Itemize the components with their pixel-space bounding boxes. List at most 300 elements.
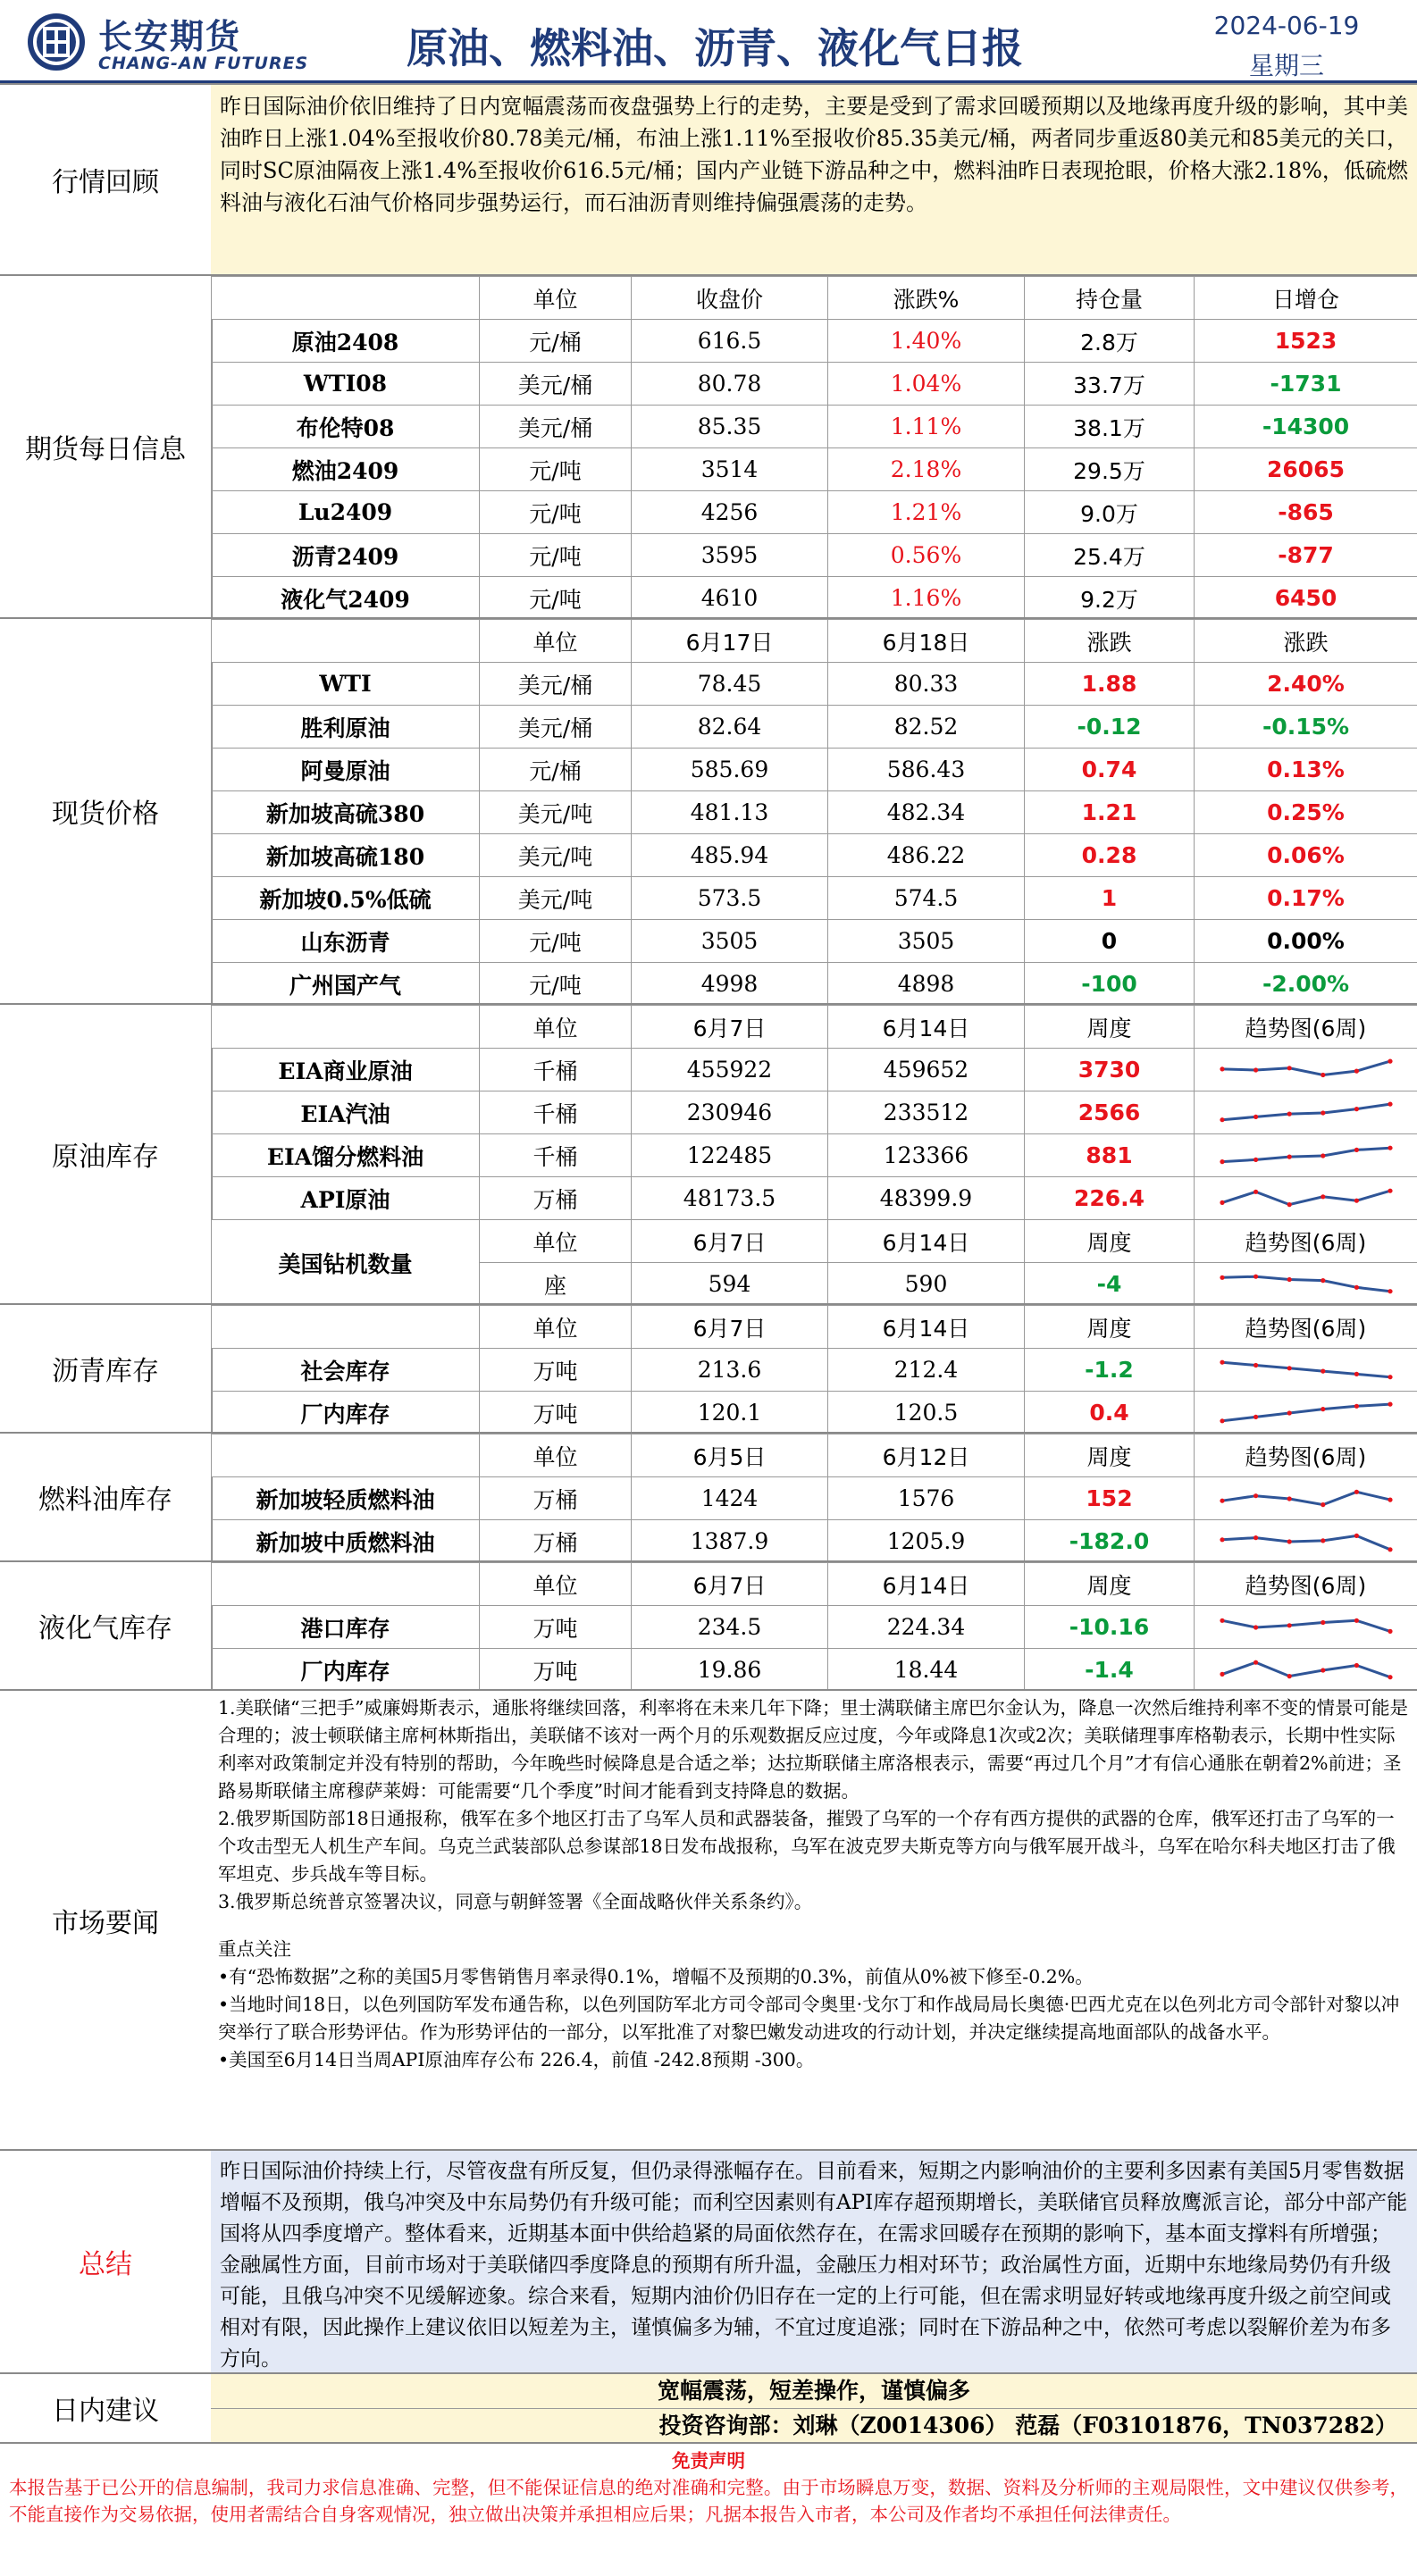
instrument-name: 液化气2409: [212, 577, 480, 620]
weekly-change: -1.4: [1025, 1649, 1195, 1692]
spot-name: 阿曼原油: [212, 749, 480, 791]
section-label: 原油库存: [0, 1005, 213, 1303]
trend-point: [1321, 1668, 1325, 1672]
column-header: 6月7日: [632, 1563, 828, 1606]
trend-point: [1254, 1157, 1258, 1161]
trend-point: [1287, 1276, 1291, 1281]
trend-line: [1222, 1662, 1390, 1677]
price-date-2: 80.33: [828, 663, 1025, 706]
summary-section: [0, 2149, 1417, 2372]
focus-title: 重点关注: [218, 1938, 291, 1960]
price-change: 1.88: [1025, 663, 1195, 706]
trend-point: [1354, 1107, 1358, 1111]
table-row: [212, 1606, 1417, 1649]
summary-text: 昨日国际油价持续上行，尽管夜盘有所反复，但仍录得涨幅存在。目前看来，短期之内影响油价的主要利多因素有美国5月零售数据增幅不及预期，俄乌冲突及中东局势仍有升级可能；而利空因素则有API库存超预期增长，美联储官员释放鹰派言论，部分中部产能国将从四季度增产。整体看来，近期基本面中供给趋紧的局面依然存在，在需求回暖存在预期的影响下，基本面支撑料有所增强；金融属性方面，目前市场对于美联储四季度降息的预期有所升温，金融压力相对环节；政治属性方面，近期中东地缘局势仍有升级可能，且俄乌冲突不见缓解迹象。综合来看，短期内油价仍旧存在一定的上行可能，但在需求明显好转或地缘再度升级之前空间或相对有限，因此操作上建议依旧以短差为主，谨慎偏多为辅，不宜过度追涨；同时在下游品种之中，依然可考虑以裂解价差为布多方向。: [211, 2151, 1417, 2372]
trend-line: [1222, 1404, 1390, 1421]
trend-point: [1220, 1275, 1224, 1279]
column-header: 周度: [1025, 1006, 1195, 1049]
trend-point: [1354, 1533, 1358, 1537]
column-header: 单位: [480, 1306, 632, 1349]
column-header: 6月14日: [828, 1306, 1025, 1349]
trend-sparkline: [1217, 1269, 1396, 1300]
column-header: 6月7日: [632, 1306, 828, 1349]
trend-line: [1222, 1535, 1390, 1549]
trend-point: [1354, 1489, 1358, 1493]
trend-line: [1222, 1620, 1390, 1631]
unit: 万桶: [480, 1477, 632, 1520]
news-item: 1.美联储“三把手”威廉姆斯表示，通胀将继续回落，利率将在未来几年下降；里士满联储主席巴尔金认为，降息一次然后维持利率不变的情景可能是合理的；波士顿联储主席柯林斯指出，美联储不该对一两个月的乐观数据反应过度，今年或降息1次或2次；美联储理事库格勒表示，长期中性实际利率对政策制定并没有特别的帮助，今年晚些时候降息是合适之举；达拉斯联储主席洛根表示，需要“再过几个月”才有信心通胀在朝着2%前进；圣路易斯联储主席穆萨莱姆：可能需要“几个季度”时间才能看到支持降息的数据。: [218, 1697, 1409, 1802]
asphalt-inventory-section: [0, 1303, 1417, 1432]
trend-point: [1254, 1189, 1258, 1193]
column-header: 趋势图(6周): [1195, 1006, 1417, 1049]
header-blank: [212, 1006, 480, 1049]
inventory-date-1: 48173.5: [632, 1177, 828, 1220]
price-date-2: 4898: [828, 963, 1025, 1006]
market-news-text: [211, 1691, 1417, 2149]
spot-name: 胜利原油: [212, 706, 480, 749]
column-header: 6月14日: [828, 1006, 1025, 1049]
trend-chart-cell: [1195, 1392, 1417, 1434]
close-price: 3514: [632, 448, 828, 491]
daily-oi-change: -865: [1195, 491, 1417, 534]
trend-point: [1220, 1359, 1224, 1364]
advice-contact: 投资咨询部：刘琳（Z0014306） 范磊（F03101876，TN037282）: [211, 2409, 1417, 2443]
unit: 万吨: [480, 1392, 632, 1434]
instrument-name: 布伦特08: [212, 406, 480, 448]
unit: 元/吨: [480, 534, 632, 577]
report-title: 原油、燃料油、沥青、液化气日报: [407, 24, 1023, 72]
trend-sparkline: [1217, 1655, 1396, 1685]
trend-point: [1388, 1058, 1392, 1063]
futures-table-container: [211, 276, 1417, 617]
table-row: [212, 534, 1417, 577]
table-row: [212, 1477, 1417, 1520]
table-header-row: [212, 1563, 1417, 1606]
column-header: 单位: [480, 1220, 632, 1263]
trend-point: [1388, 1628, 1392, 1633]
trend-chart-cell: [1195, 1649, 1417, 1692]
unit: 美元/桶: [480, 406, 632, 448]
header-blank: [212, 620, 480, 663]
inventory-date-2: 459652: [828, 1049, 1025, 1091]
unit: 千桶: [480, 1134, 632, 1177]
table-header-row: [212, 620, 1417, 663]
table-row: [212, 1134, 1417, 1177]
trend-point: [1254, 1274, 1258, 1278]
column-header: 6月17日: [632, 620, 828, 663]
inventory-date-1: 19.86: [632, 1649, 828, 1692]
price-change: -0.12: [1025, 706, 1195, 749]
open-interest: 2.8万: [1025, 320, 1195, 363]
trend-point: [1287, 1111, 1291, 1116]
trend-point: [1354, 1403, 1358, 1408]
trend-point: [1321, 1538, 1325, 1543]
trend-point: [1321, 1619, 1325, 1624]
inventory-name: 港口库存: [212, 1606, 480, 1649]
chang-an-logo-icon: [25, 11, 88, 73]
inventory-date-1: 1424: [632, 1477, 828, 1520]
news-item: 2.俄罗斯国防部18日通报称，俄军在多个地区打击了乌军人员和武器装备，摧毁了乌军的一个存有西方提供的武器的仓库，俄军还打击了乌军的一个攻击型无人机生产车间。乌克兰武装部队总参谋部18日发布战报称，乌军在波克罗夫斯克等方向与俄军展开战斗，乌军在哈尔科夫地区打击了俄军坦克、步兵战车等目标。: [218, 1808, 1396, 1885]
inventory-name: EIA商业原油: [212, 1049, 480, 1091]
weekly-change: 152: [1025, 1477, 1195, 1520]
market-news-section: [0, 1689, 1417, 2149]
daily-oi-change: 1523: [1195, 320, 1417, 363]
price-date-2: 586.43: [828, 749, 1025, 791]
inventory-name: EIA汽油: [212, 1091, 480, 1134]
column-header: 单位: [480, 1563, 632, 1606]
table-row: [212, 1520, 1417, 1563]
inventory-name: API原油: [212, 1177, 480, 1220]
trend-chart-cell: [1195, 1477, 1417, 1520]
trend-line: [1222, 1061, 1390, 1075]
column-header: 周度: [1025, 1563, 1195, 1606]
trend-chart-cell: [1195, 1091, 1417, 1134]
trend-line: [1222, 1276, 1390, 1292]
price-change-percent: -0.15%: [1195, 706, 1417, 749]
column-header: 6月7日: [632, 1006, 828, 1049]
trend-point: [1220, 1117, 1224, 1122]
inventory-name: EIA馏分燃料油: [212, 1134, 480, 1177]
focus-item: •有“恐怖数据”之称的美国5月零售销售月率录得0.1%，增幅不及预期的0.3%，前值从0%被下修至-0.2%。: [218, 1966, 1094, 1987]
trend-point: [1254, 1660, 1258, 1664]
crude-inventory-section: [0, 1003, 1417, 1303]
lpg-inventory-table-container: [211, 1562, 1417, 1689]
table-row: [212, 406, 1417, 448]
trend-point: [1388, 1675, 1392, 1679]
spot-price-section: [0, 617, 1417, 1003]
instrument-name: 原油2408: [212, 320, 480, 363]
trend-point: [1354, 1284, 1358, 1289]
trend-chart-cell: [1195, 1263, 1417, 1306]
table-row: [212, 963, 1417, 1006]
section-label: 液化气库存: [0, 1562, 213, 1689]
trend-point: [1388, 1101, 1392, 1106]
rig-count-name: 美国钻机数量: [212, 1220, 480, 1306]
unit: 元/吨: [480, 577, 632, 620]
focus-item: •当地时间18日，以色列国防军发布通告称，以色列国防军北方司令部司令奥里·戈尔丁和作战局局长奥德·巴西尤克在以色列北方司令部针对黎以冲突举行了联合形势评估。作为形势评估的一部分，以军批准了对黎巴嫩发动进攻的行动计划，并决定继续提高地面部队的战备水平。: [218, 1994, 1400, 2043]
report-date: 2024-06-19: [1213, 11, 1360, 40]
close-price: 3595: [632, 534, 828, 577]
section-label: 期货每日信息: [0, 276, 213, 617]
column-header: 涨跌: [1195, 620, 1417, 663]
instrument-name: 燃油2409: [212, 448, 480, 491]
table-row: [212, 1049, 1417, 1091]
unit: 万吨: [480, 1649, 632, 1692]
trend-point: [1354, 1147, 1358, 1151]
table-row: [212, 577, 1417, 620]
trend-point: [1388, 1375, 1392, 1379]
report-header: [0, 0, 1417, 83]
trend-point: [1254, 1414, 1258, 1418]
crude-inventory-table-container: [211, 1005, 1417, 1303]
close-price: 4256: [632, 491, 828, 534]
table-row: [212, 920, 1417, 963]
inventory-date-2: 212.4: [828, 1349, 1025, 1392]
fuel-inventory-table-container: [211, 1434, 1417, 1560]
trend-chart-cell: [1195, 1177, 1417, 1220]
unit: 美元/桶: [480, 706, 632, 749]
section-label: 市场要闻: [0, 1691, 213, 2149]
trend-chart-cell: [1195, 1049, 1417, 1091]
daily-oi-change: 26065: [1195, 448, 1417, 491]
inventory-date-1: 230946: [632, 1091, 828, 1134]
trend-point: [1287, 1154, 1291, 1158]
weekly-change: -10.16: [1025, 1606, 1195, 1649]
table-row: [212, 749, 1417, 791]
open-interest: 9.0万: [1025, 491, 1195, 534]
futures-section: [0, 274, 1417, 617]
trend-point: [1287, 1496, 1291, 1501]
price-date-1: 82.64: [632, 706, 828, 749]
trend-point: [1321, 1368, 1325, 1373]
price-change: 0.28: [1025, 834, 1195, 877]
table-header-row: [212, 1306, 1417, 1349]
change-percent: 1.16%: [828, 577, 1025, 620]
trend-point: [1321, 1153, 1325, 1158]
advice-text: 宽幅震荡，短差操作，谨慎偏多: [211, 2374, 1417, 2409]
trend-point: [1220, 1618, 1224, 1622]
spot-name: 新加坡0.5%低硫: [212, 877, 480, 920]
trend-point: [1254, 1362, 1258, 1367]
trend-point: [1321, 1407, 1325, 1411]
column-header: 趋势图(6周): [1195, 1220, 1417, 1263]
close-price: 80.78: [632, 363, 828, 406]
table-header-row: [212, 1434, 1417, 1477]
column-header: 6月5日: [632, 1434, 828, 1477]
inventory-date-2: 1205.9: [828, 1520, 1025, 1563]
section-label: 日内建议: [0, 2374, 213, 2442]
price-date-1: 573.5: [632, 877, 828, 920]
news-item: 3.俄罗斯总统普京签署决议，同意与朝鲜签署《全面战略伙伴关系条约》。: [218, 1891, 813, 1912]
price-date-2: 482.34: [828, 791, 1025, 834]
section-label: 总结: [0, 2151, 213, 2372]
column-header: 6月14日: [828, 1563, 1025, 1606]
market-review-text: 昨日国际油价依旧维持了日内宽幅震荡而夜盘强势上行的走势，主要是受到了需求回暖预期以及地缘再度升级的影响，其中美油昨日上涨1.04%至报收价80.78美元/桶，布油上涨1.11%至报收价85.35美元/桶，两者同步重返80美元和85美元的关口，同时SC原油隔夜上涨1.4%至报收价616.5元/桶；国内产业链下游品种之中，燃料油昨日表现抢眼，价格大涨2.18%，低硫燃料油与液化石油气价格同步强势运行，而石油沥青则维持偏强震荡的走势。: [211, 85, 1417, 274]
column-header: 趋势图(6周): [1195, 1306, 1417, 1349]
trend-point: [1388, 1497, 1392, 1501]
weekly-change: 226.4: [1025, 1177, 1195, 1220]
trend-chart-cell: [1195, 1134, 1417, 1177]
price-change-percent: 2.40%: [1195, 663, 1417, 706]
spot-table-container: [211, 619, 1417, 1003]
price-change: 0.74: [1025, 749, 1195, 791]
trend-point: [1321, 1502, 1325, 1507]
inventory-date-1: 1387.9: [632, 1520, 828, 1563]
trend-point: [1254, 1493, 1258, 1498]
trend-point: [1388, 1188, 1392, 1192]
section-label: 现货价格: [0, 619, 213, 1003]
disclaimer-title: 免责声明: [672, 2450, 745, 2471]
weekly-change: 0.4: [1025, 1392, 1195, 1434]
inventory-date-2: 18.44: [828, 1649, 1025, 1692]
daily-oi-change: -14300: [1195, 406, 1417, 448]
change-percent: 1.04%: [828, 363, 1025, 406]
table-row: [212, 791, 1417, 834]
column-header: 日增仓: [1195, 277, 1417, 320]
unit: 万吨: [480, 1606, 632, 1649]
trend-point: [1254, 1114, 1258, 1118]
table-row: [212, 706, 1417, 749]
price-change: -100: [1025, 963, 1195, 1006]
inventory-date-2: 590: [828, 1263, 1025, 1306]
trend-sparkline: [1217, 1098, 1396, 1128]
inventory-date-2: 1576: [828, 1477, 1025, 1520]
trend-chart-cell: [1195, 1606, 1417, 1649]
table-row: [212, 1649, 1417, 1692]
unit: 美元/吨: [480, 834, 632, 877]
trend-line: [1222, 1362, 1390, 1377]
trend-point: [1321, 1278, 1325, 1283]
trend-point: [1388, 1145, 1392, 1150]
trend-point: [1220, 1418, 1224, 1423]
unit: 座: [480, 1263, 632, 1306]
trend-point: [1220, 1200, 1224, 1204]
trend-point: [1354, 1371, 1358, 1376]
column-header: 持仓量: [1025, 277, 1195, 320]
inventory-name: 新加坡轻质燃料油: [212, 1477, 480, 1520]
trend-point: [1287, 1674, 1291, 1678]
change-percent: 1.40%: [828, 320, 1025, 363]
trend-point: [1220, 1498, 1224, 1502]
inventory-date-2: 48399.9: [828, 1177, 1025, 1220]
price-change-percent: 0.25%: [1195, 791, 1417, 834]
price-change-percent: 0.06%: [1195, 834, 1417, 877]
unit: 元/吨: [480, 491, 632, 534]
spot-name: 新加坡高硫180: [212, 834, 480, 877]
trend-sparkline: [1217, 1398, 1396, 1428]
price-date-2: 574.5: [828, 877, 1025, 920]
close-price: 85.35: [632, 406, 828, 448]
price-change-percent: 0.13%: [1195, 749, 1417, 791]
trend-point: [1388, 1289, 1392, 1293]
trend-line: [1222, 1104, 1390, 1120]
spot-name: 广州国产气: [212, 963, 480, 1006]
column-header: 单位: [480, 620, 632, 663]
column-header: 6月7日: [632, 1220, 828, 1263]
inventory-date-2: 120.5: [828, 1392, 1025, 1434]
column-header: 单位: [480, 1006, 632, 1049]
section-label: 沥青库存: [0, 1305, 213, 1432]
weekly-change: 881: [1025, 1134, 1195, 1177]
section-label: 燃料油库存: [0, 1434, 213, 1560]
column-header: 涨跌%: [828, 277, 1025, 320]
inventory-date-1: 455922: [632, 1049, 828, 1091]
spot-name: 山东沥青: [212, 920, 480, 963]
trend-point: [1354, 1618, 1358, 1622]
daily-oi-change: -1731: [1195, 363, 1417, 406]
inventory-name: 厂内库存: [212, 1392, 480, 1434]
column-header: 趋势图(6周): [1195, 1434, 1417, 1477]
inventory-date-1: 122485: [632, 1134, 828, 1177]
intraday-advice-section: [0, 2372, 1417, 2442]
unit: 元/吨: [480, 963, 632, 1006]
instrument-name: Lu2409: [212, 491, 480, 534]
price-date-2: 3505: [828, 920, 1025, 963]
trend-point: [1220, 1537, 1224, 1542]
logo-english: CHANG-AN FUTURES: [98, 54, 309, 73]
disclaimer-section: [0, 2442, 1417, 2576]
price-date-1: 4998: [632, 963, 828, 1006]
trend-point: [1354, 1068, 1358, 1073]
price-change: 1.21: [1025, 791, 1195, 834]
price-change: 0: [1025, 920, 1195, 963]
trend-sparkline: [1217, 1355, 1396, 1385]
trend-sparkline: [1217, 1612, 1396, 1643]
inventory-date-2: 224.34: [828, 1606, 1025, 1649]
change-percent: 0.56%: [828, 534, 1025, 577]
inventory-date-1: 234.5: [632, 1606, 828, 1649]
column-header: 周度: [1025, 1434, 1195, 1477]
trend-point: [1287, 1066, 1291, 1070]
daily-oi-change: 6450: [1195, 577, 1417, 620]
unit: 万桶: [480, 1177, 632, 1220]
trend-chart-cell: [1195, 1520, 1417, 1563]
inventory-date-1: 213.6: [632, 1349, 828, 1392]
price-change: 1: [1025, 877, 1195, 920]
price-change-percent: 0.00%: [1195, 920, 1417, 963]
weekly-change: 2566: [1025, 1091, 1195, 1134]
focus-item: •美国至6月14日当周API原油库存公布 226.4，前值 -242.8预期 -300。: [218, 2049, 815, 2070]
table-row: [212, 1392, 1417, 1434]
trend-point: [1254, 1535, 1258, 1540]
trend-point: [1321, 1072, 1325, 1076]
trend-line: [1222, 1148, 1390, 1161]
table-row: [212, 448, 1417, 491]
weekly-change: -182.0: [1025, 1520, 1195, 1563]
trend-point: [1287, 1539, 1291, 1543]
trend-point: [1220, 1159, 1224, 1164]
inventory-date-2: 233512: [828, 1091, 1025, 1134]
trend-point: [1220, 1066, 1224, 1071]
trend-point: [1388, 1401, 1392, 1406]
unit: 元/吨: [480, 448, 632, 491]
price-date-2: 82.52: [828, 706, 1025, 749]
daily-oi-change: -877: [1195, 534, 1417, 577]
section-label: 行情回顾: [0, 85, 213, 274]
column-header: 趋势图(6周): [1195, 1563, 1417, 1606]
unit: 千桶: [480, 1091, 632, 1134]
column-header: 周度: [1025, 1306, 1195, 1349]
close-price: 4610: [632, 577, 828, 620]
price-date-1: 78.45: [632, 663, 828, 706]
table-row: [212, 877, 1417, 920]
open-interest: 25.4万: [1025, 534, 1195, 577]
inventory-name: 新加坡中质燃料油: [212, 1520, 480, 1563]
header-blank: [212, 1434, 480, 1477]
price-change-percent: 0.17%: [1195, 877, 1417, 920]
open-interest: 9.2万: [1025, 577, 1195, 620]
logo-chinese: 长安期货: [98, 17, 242, 56]
open-interest: 29.5万: [1025, 448, 1195, 491]
header-blank: [212, 1563, 480, 1606]
unit: 美元/吨: [480, 877, 632, 920]
trend-point: [1321, 1110, 1325, 1115]
unit: 万桶: [480, 1520, 632, 1563]
header-blank: [212, 1306, 480, 1349]
unit: 美元/吨: [480, 791, 632, 834]
column-header: 单位: [480, 277, 632, 320]
trend-point: [1254, 1625, 1258, 1629]
unit: 美元/桶: [480, 663, 632, 706]
table-row: [212, 320, 1417, 363]
market-review-section: [0, 83, 1417, 274]
weekly-change: 3730: [1025, 1049, 1195, 1091]
inventory-date-2: 123366: [828, 1134, 1025, 1177]
unit: 千桶: [480, 1049, 632, 1091]
column-header: 单位: [480, 1434, 632, 1477]
price-date-1: 485.94: [632, 834, 828, 877]
instrument-name: 沥青2409: [212, 534, 480, 577]
